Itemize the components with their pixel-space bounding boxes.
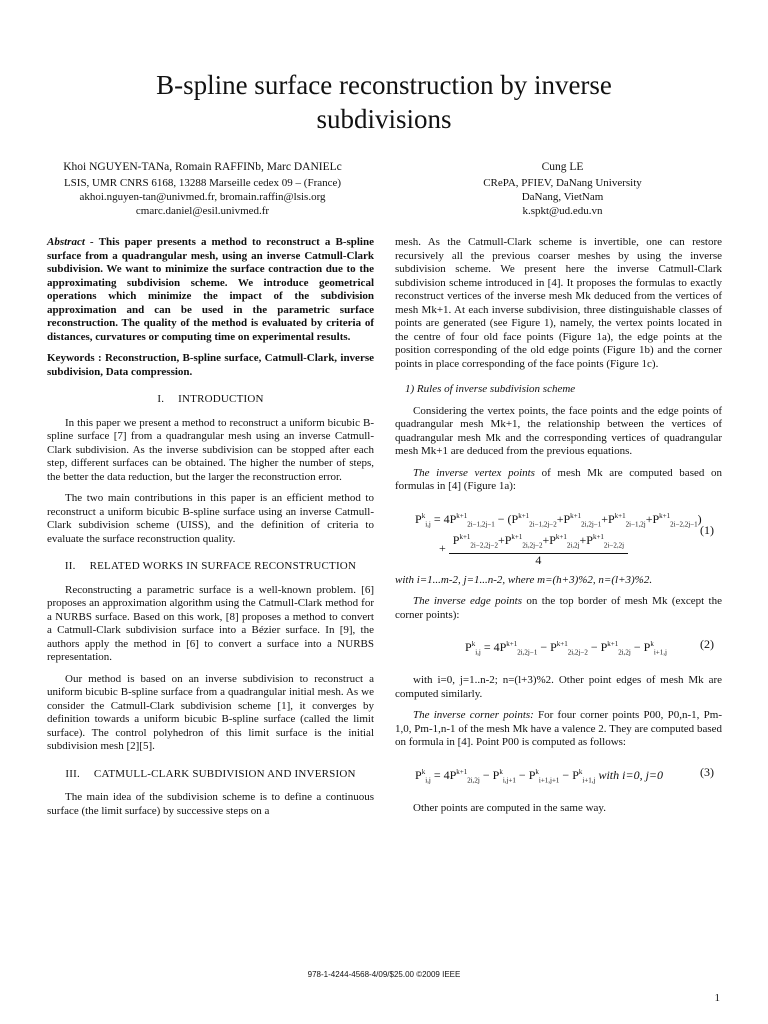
author-names: Khoi NGUYEN-TANa, Romain RAFFINb, Marc DANIELc [63, 161, 342, 173]
abstract [47, 236, 374, 344]
abstract-text: This paper presents a method to reconstruct a B-spline surface from a quadrangular mesh, using an inverse Catmull-Clark subdivision. We want to minimize the surface contraction due to the approximating subdivision scheme. We introduce geometrical operations which minimize the impact of the subdivision approximation and can be used in the parametric surface reconstruction. The quality of the method is evaluated by criteria of distances, curvatures or computing time on experimental results. [47, 236, 374, 343]
section-1-paragraph-1: In this paper we present a method to reconstruct a uniform bicubic B-spline surface [7] from a quadrangular mesh using an inverse Catmull-Clark subdivision. As the inverse subdivision can be stopped after each step, different surfaces can be obtained. The higher the number of steps, the better the data reduction, but the larger the reconstruction error. [47, 416, 374, 483]
section-3-paragraph-1: The main idea of the subdivision scheme is to define a continuous surface (the limit surface) by successive steps on a [47, 791, 374, 817]
equation-1-formula: $P^k_{i,j} = 4P^{k+1}_{2i-1,2j-1} - (P^{k+1}_{2i-1,2j-2}+P^{k+1}_{2i,2j-1}+P^{k+1}_{2i-1,2j}+P^{k+1}_{2i-2,2j-1})$ + $\frac{P^{k+1}_{2i-2,2j-2}+P^{k+1}_{2i,2j-2}+P^{k+1}_{2i,2j}+P^{k+1}_{2i-2,2j}}{4}$ [415, 511, 702, 568]
author-email-right: k.spkt@ud.edu.vn [522, 205, 603, 217]
right-paragraph-5: The inverse corner points: For four corner points P00, P0,n-1, Pm-1,0, Pm-1,n-1 of the mesh Mk have a valence 2. They are computed based on formula in [4]. Point P00 is computed as follows: [395, 709, 722, 748]
equation-1 [395, 502, 722, 568]
author-affiliation-right: CRePA, PFIEV, DaNang University [483, 177, 642, 189]
right-paragraph-3: The inverse vertex points of mesh Mk are computed based on formulas in [4] (Figure 1a): [395, 466, 722, 492]
paper-title [60, 68, 708, 136]
equation-1-where: with i=1...m-2, j=1...n-2, where m=(h+3)%2, n=(l+3)%2. [395, 573, 653, 586]
right-paragraph-4: The inverse edge points on the top border of mesh Mk (except the corner points): [395, 595, 722, 621]
equation-2-where: with i=0, j=1..n-2; n=(l+3)%2. Other point edges of mesh Mk are computed similarly. [395, 674, 722, 700]
equation-3-number: (3) [700, 764, 714, 779]
equation-2-formula: $P^k_{i,j} = 4P^{k+1}_{2i,2j-1} - P^{k+1}_{2i,2j-2} - P^{k+1}_{2i,2j} - P^k_{i+1,j}$ [465, 640, 667, 657]
equation-3-formula: $P^k_{i,j} = 4P^{k+1}_{2i,2j} - P^k_{i,j+1} - P^k_{i+1,j+1} - P^k_{i+1,j}$ with i=0, j=0 [415, 767, 664, 784]
right-column [395, 236, 722, 823]
left-column [47, 236, 374, 826]
author-city-right: DaNang, VietNam [521, 191, 604, 203]
equation-3 [395, 758, 722, 792]
section-1-heading: I. INTRODUCTION [157, 393, 264, 405]
section-1-paragraph-2: The two main contributions in this paper is an efficient method to reconstruct a uniform bicubic B-spline surface using an inverse Catmull-Clark subdivision scheme (UISS), and the definition of criteria to evaluate the surface reconstruction quality. [47, 492, 374, 545]
keywords: Keywords : Reconstruction, B-spline surface, Catmull-Clark, inverse subdivision, Data compression. [47, 352, 374, 378]
section-2-paragraph-2: Our method is based on an inverse subdivision to reconstruct a uniform bicubic B-spline surface from a quadrangular initial mesh. As we consider the Catmull-Clark subdivision scheme [1], it converges by definition towards a uniform bicubic B-spline surface (called the limit surface). The control polyhedron of this limit surface is the initial subdivision mesh [2][5]. [47, 672, 374, 752]
right-paragraph-6: Other points are computed in the same way. [413, 801, 606, 814]
equation-2-number: (2) [700, 637, 714, 651]
title-line-2: subdivisions [316, 104, 452, 134]
section-3-heading: III. CATMULL-CLARK SUBDIVISION AND INVERSION [65, 767, 356, 780]
right-paragraph-2: Considering the vertex points, the face points and the edge points of quadrangular mesh Mk+1, the relationship between the vertices of quadrangular mesh Mk and the corresponding vertices of quadrangular mesh Mk+1 are deduced from the previous equations. [395, 404, 722, 457]
author-block-left [30, 160, 375, 218]
author-block-right [400, 160, 725, 218]
page-number: 1 [714, 992, 720, 1004]
section-2-heading: II. RELATED WORKS IN SURFACE RECONSTRUCTION [64, 560, 357, 572]
section-2-paragraph-1: Reconstructing a parametric surface is a well-known problem. [6] proposes an approximation algorithm using the Catmull-Clark method for a NURBS surface. Based on this work, [8] proposes a method to convert a Catmull-Clark subdivision surface into a Bézier surface. In [9], the authors apply the method in [6] to convert a surface into a NURBS representation. [47, 583, 374, 663]
abstract-label: Abstract - [47, 236, 94, 248]
equation-2 [395, 630, 722, 664]
subsection-1-heading: 1) Rules of inverse subdivision scheme [405, 383, 576, 395]
author-affiliation: LSIS, UMR CNRS 6168, 13288 Marseille cedex 09 – (France) [63, 177, 342, 189]
copyright-footer: 978-1-4244-4568-4/09/$25.00 ©2009 IEEE [307, 970, 461, 979]
author-names-right: Cung LE [541, 161, 584, 173]
equation-1-number: (1) [700, 522, 714, 537]
author-email-1: akhoi.nguyen-tan@univmed.fr, bromain.raffin@lsis.org [79, 191, 326, 203]
author-email-2: cmarc.daniel@esil.univmed.fr [135, 205, 270, 217]
right-paragraph-1: mesh. As the Catmull-Clark scheme is invertible, one can restore recursively all the previous coarser meshes by using the inverse subdivision scheme. We present here the inverse Catmull-Clark subdivision scheme introduced in [4]. It proposes the formulas to exactly reconstruct vertices of the inverse mesh Mk deduced from the vertices of mesh Mk+1. At each inverse subdivision, three distinguishable classes of points are generated (see Figure 1), namely, the vertex points located in the centre of four old face points (Figure 1a), the edge points at the position corresponding of the old edge points (Figure 1b) and the corner points in place corresponding of the face points (Figure 1c). [395, 236, 722, 370]
title-line-1: B-spline surface reconstruction by inverse [156, 70, 612, 100]
